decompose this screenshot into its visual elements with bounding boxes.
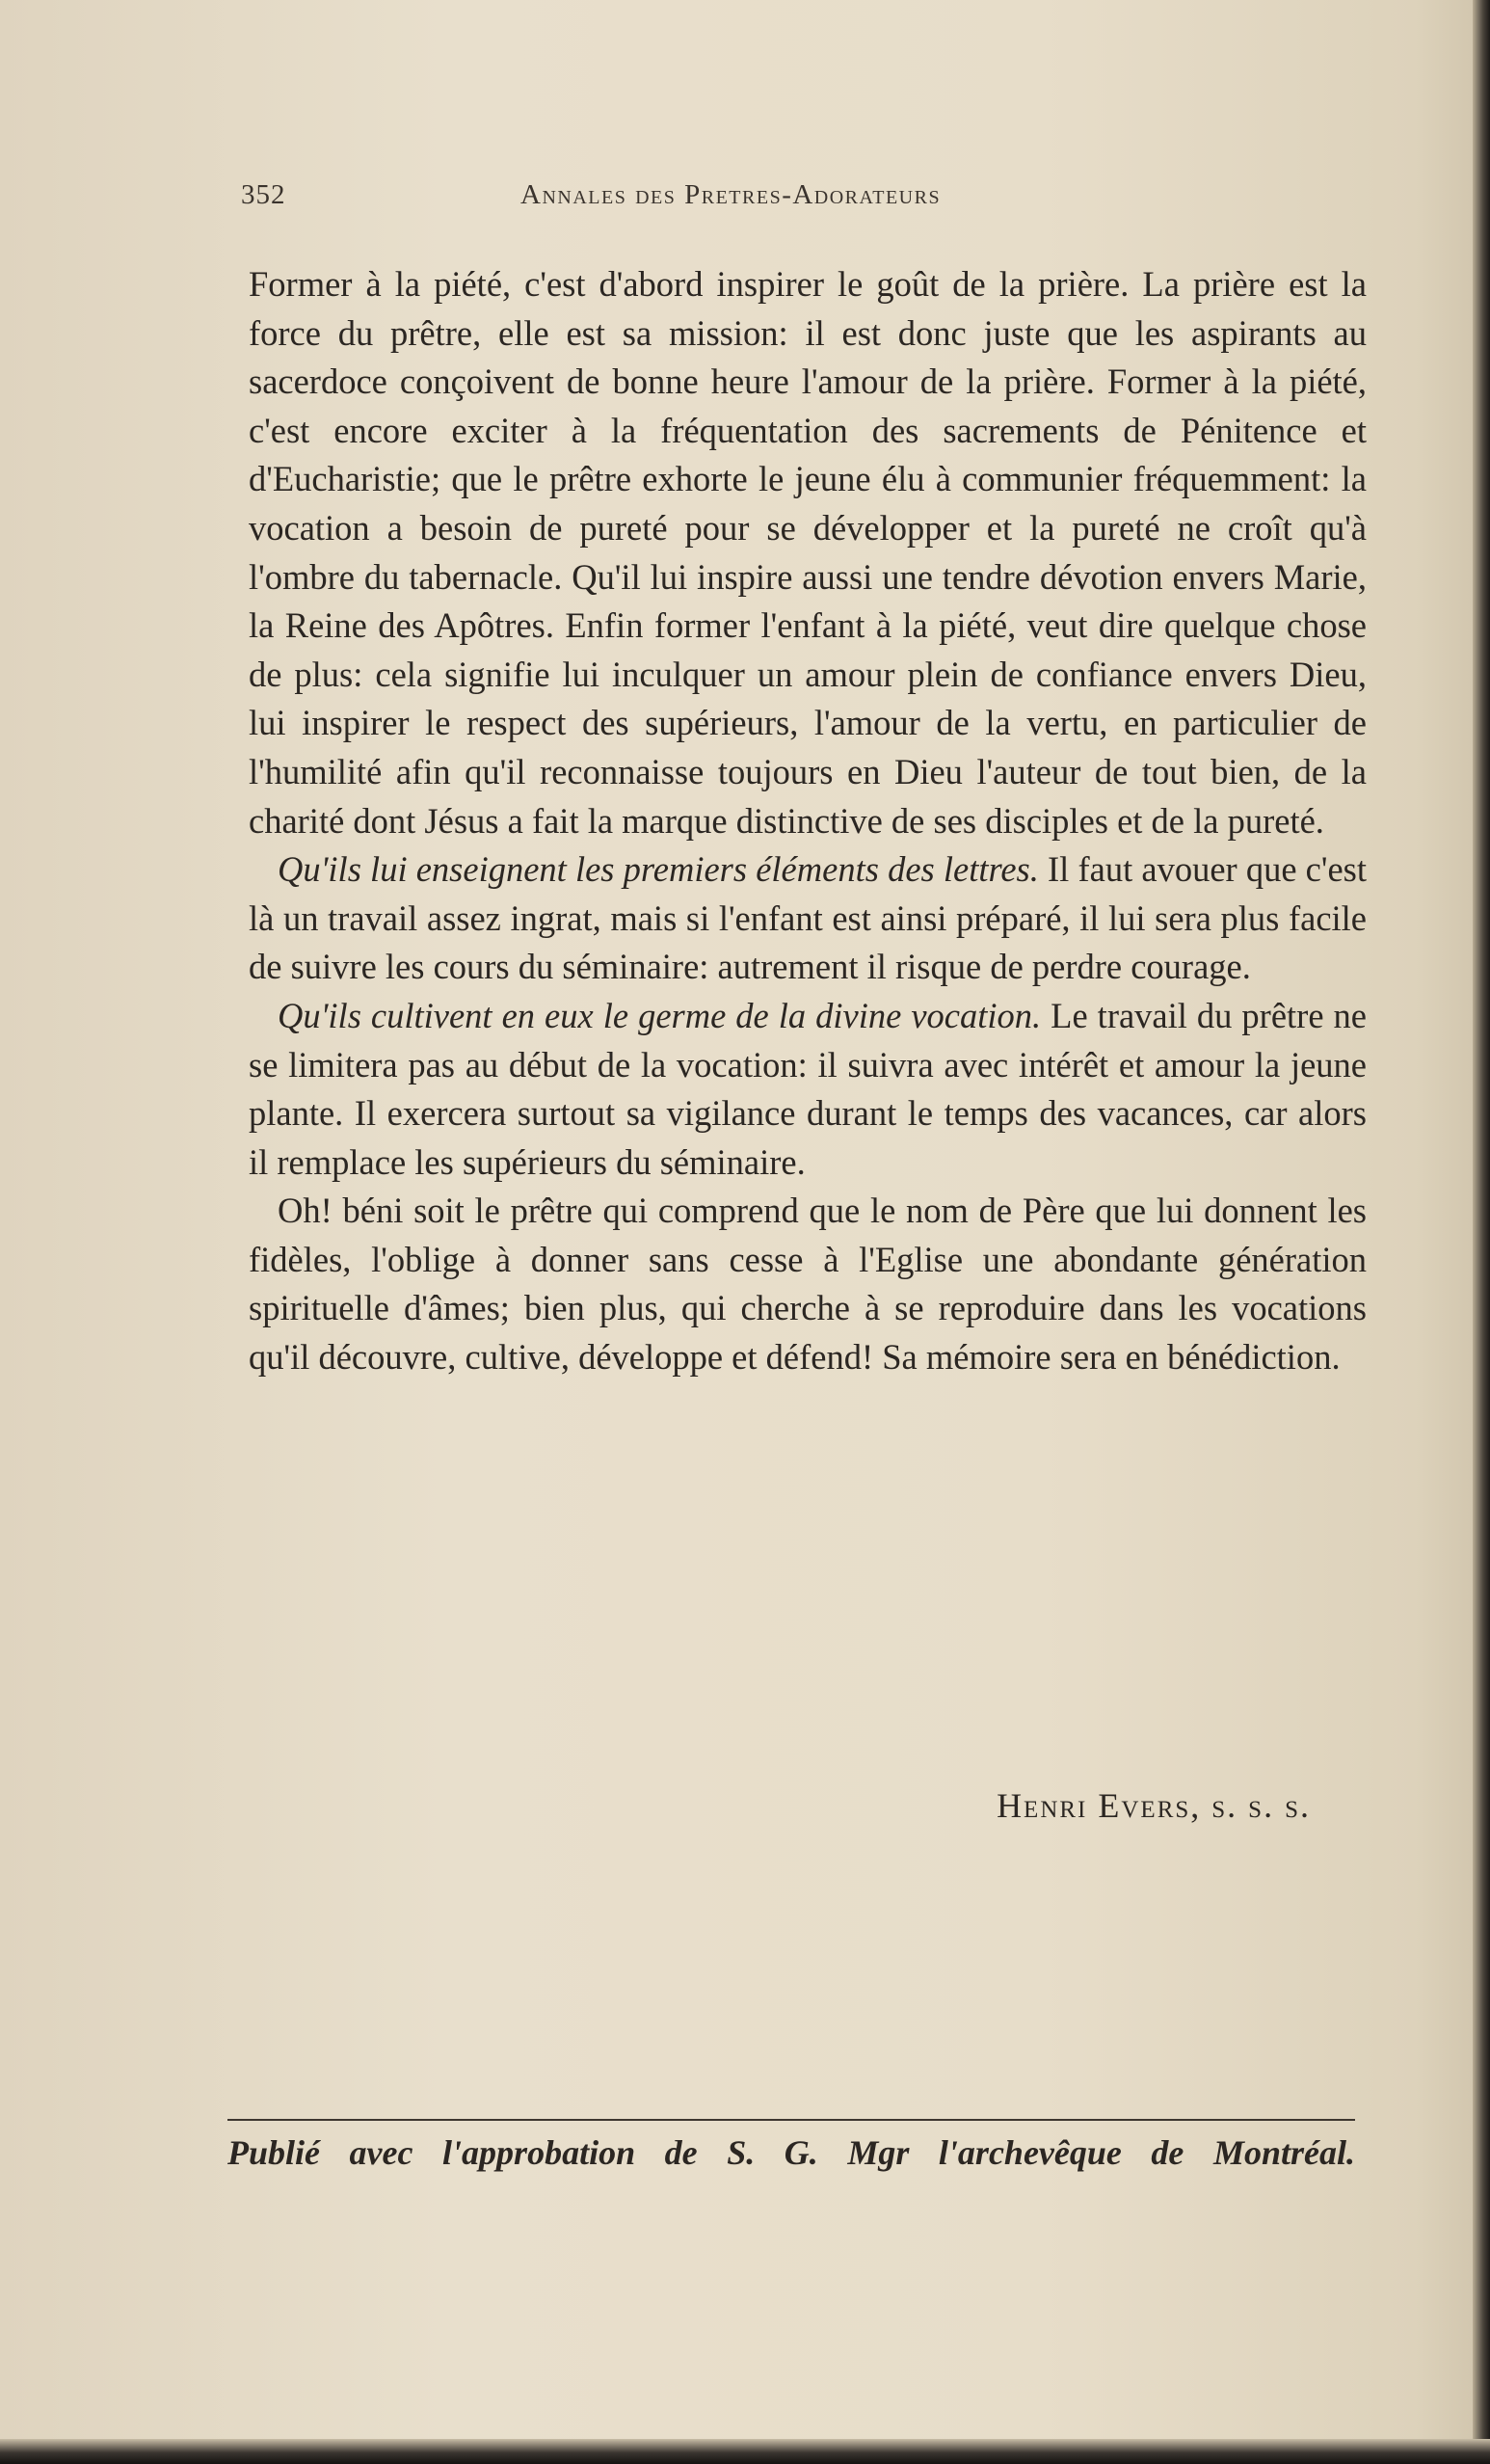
author-signature: Henri Evers, s. s. s. (997, 1786, 1311, 1825)
paragraph-3 (249, 992, 1367, 1187)
approval-note: Publié avec l'approbation de S. G. Mgr l'archevêque de Montréal. (227, 2133, 1355, 2172)
paragraph-1: Former à la piété, c'est d'abord inspirer le goût de la prière. La prière est la force du prêtre, elle est sa mission: il est donc juste que les aspirants au sacerdoce conçoivent de bonne heure l'amour de la prière. Former à la piété, c'est encore exciter à la fréquentation des sacrements de Pénitence et d'Eucharistie; que le prêtre exhorte le jeune élu à communier fréquemment: la vocation a besoin de pureté pour se développer et la pureté ne croît qu'à l'ombre du tabernacle. Qu'il lui inspire aussi une tendre dévotion envers Marie, la Reine des Apôtres. Enfin former l'enfant à la piété, veut dire quelque chose de plus: cela signifie lui inculquer un amour plein de confiance envers Dieu, lui inspirer le respect des supérieurs, l'amour de la vertu, en particulier de l'humilité afin qu'il reconnaisse toujours en Dieu l'auteur de tout bien, de la charité dont Jésus a fait la marque distinctive de ses disciples et de la pureté. (249, 264, 1367, 841)
running-title: Annales des Pretres-Adorateurs (520, 179, 942, 210)
page-edge-shadow (1473, 0, 1490, 2464)
article-body (249, 260, 1367, 1382)
paragraph-2-heading: Qu'ils lui enseignent les premiers éléments des lettres. (278, 849, 1039, 890)
paragraph-4: Oh! béni soit le prêtre qui comprend que le nom de Père que lui donnent les fidèles, l'oblige à donner sans cesse à l'Eglise une abondante génération spirituelle d'âmes; bien plus, qui cherche à se reproduire dans les vocations qu'il découvre, cultive, développe et défend! Sa mémoire sera en bénédiction. (249, 1191, 1367, 1378)
paragraph-2-text: Il faut avouer que c'est là un travail assez ingrat, mais si l'enfant est ainsi préparé, il lui sera plus facile de suivre les cours du séminaire: autrement il risque de perdre courage. (249, 849, 1367, 987)
page-bottom-shadow (0, 2439, 1490, 2464)
page-number: 352 (241, 179, 286, 210)
paragraph-3-text: Le travail du prêtre ne se limitera pas au début de la vocation: il suivra avec intérêt et amour la jeune plante. Il exercera surtout sa vigilance durant le temps des vacances, car alors il remplace les supérieurs du séminaire. (249, 995, 1367, 1182)
footer-rule (227, 2119, 1355, 2121)
paragraph-2 (249, 845, 1367, 992)
paragraph-3-heading: Qu'ils cultivent en eux le germe de la divine vocation. (278, 995, 1042, 1035)
page-header (241, 179, 1359, 218)
